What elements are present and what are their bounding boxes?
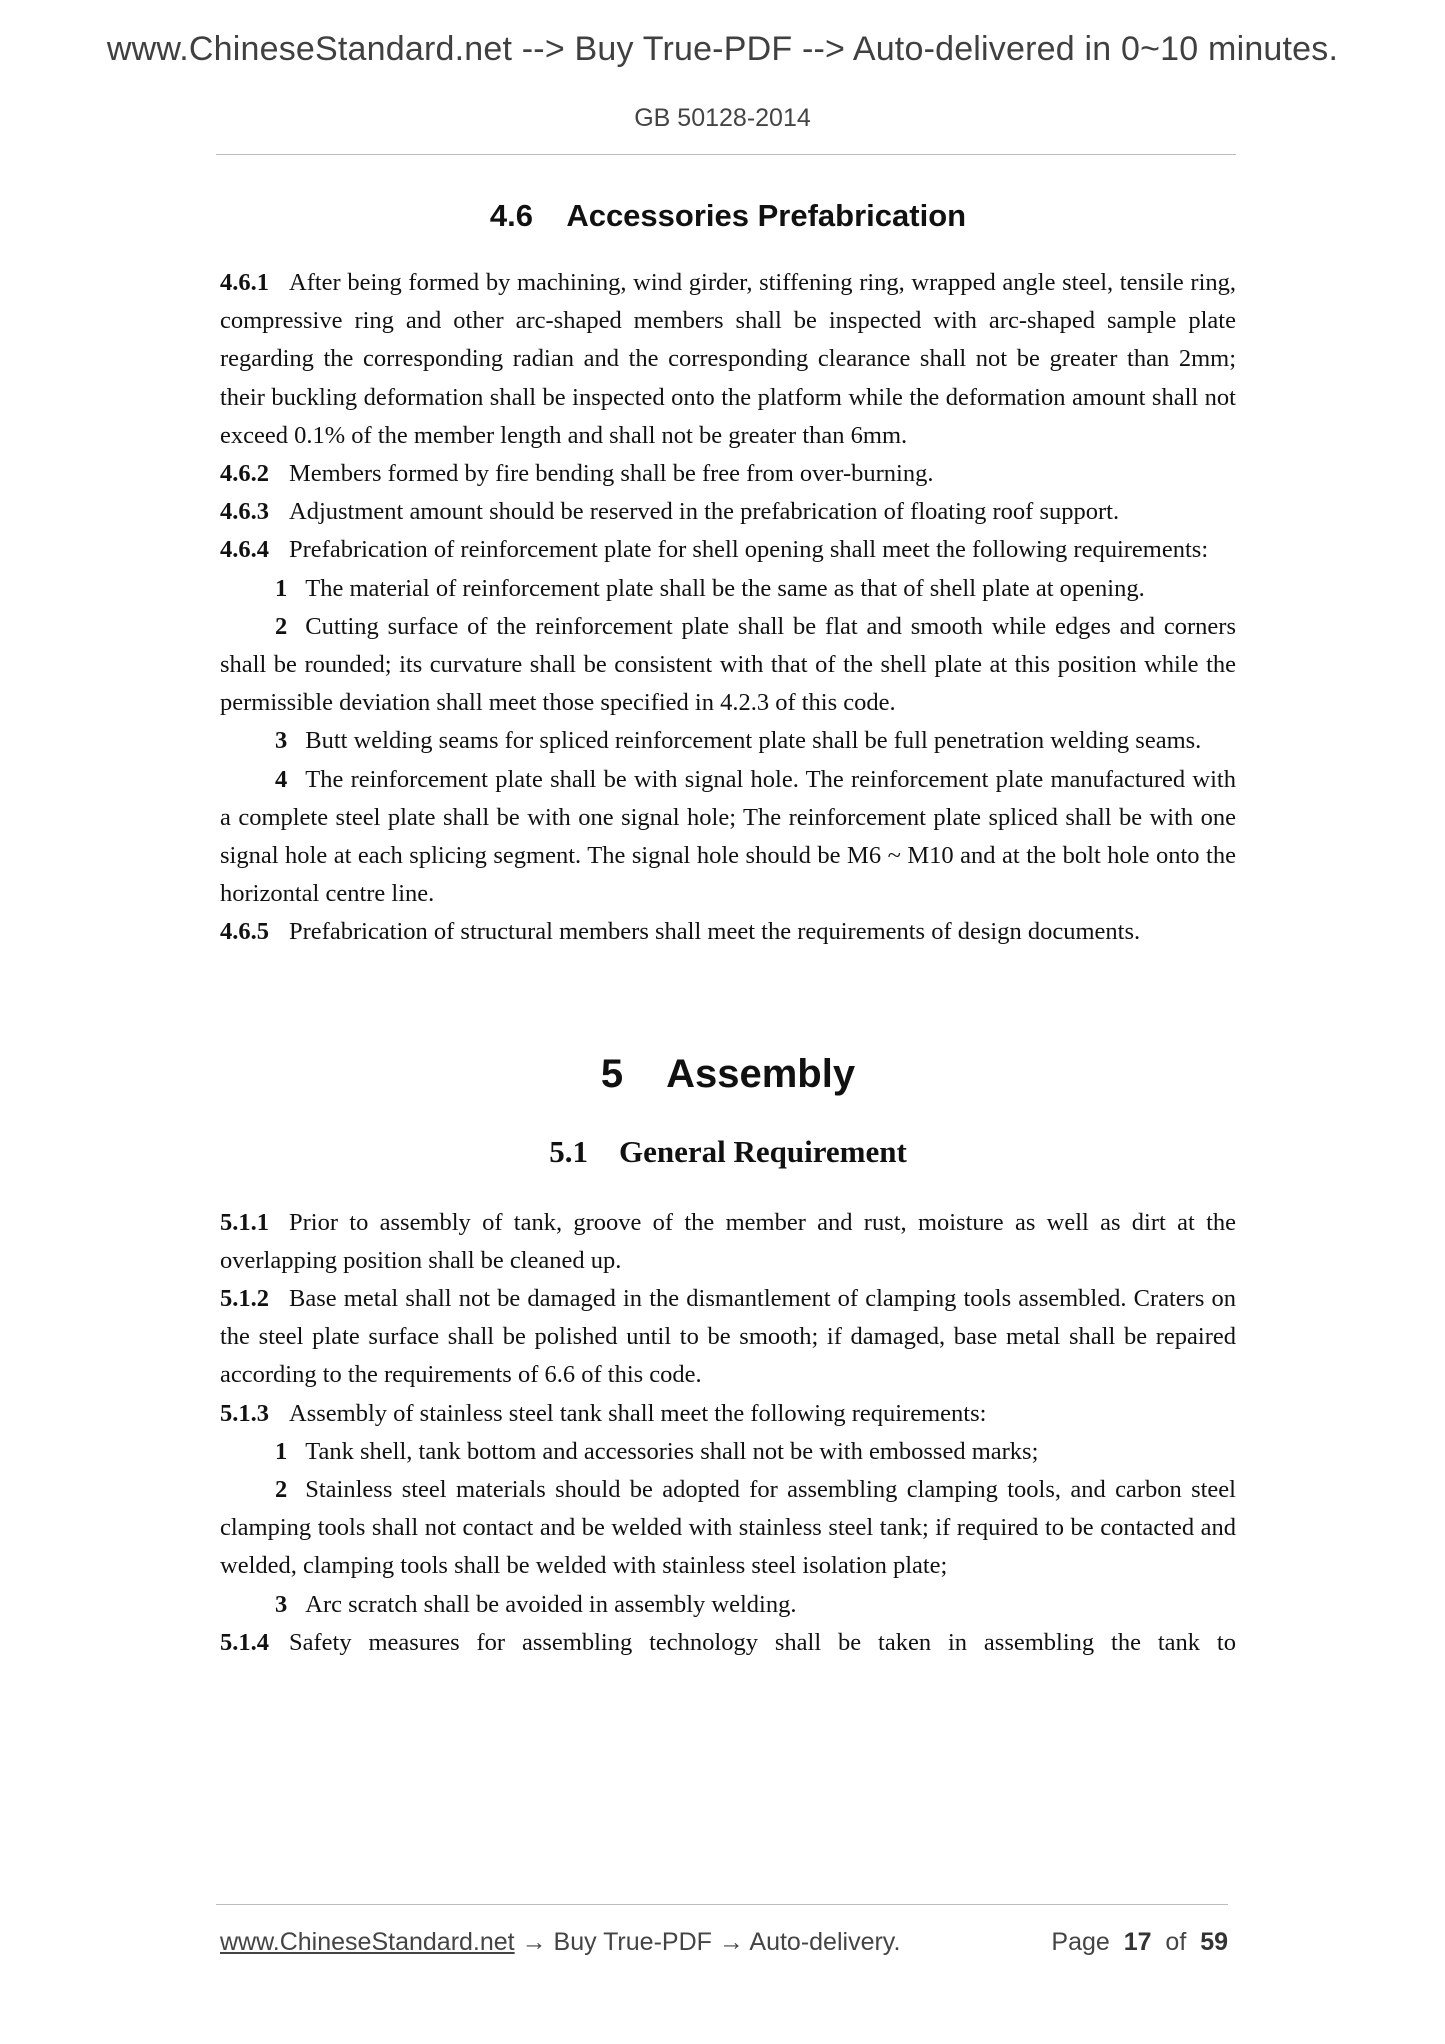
clause-text: Assembly of stainless steel tank shall meet the following requirements: [289,1399,987,1427]
item-text: The reinforcement plate shall be with signal hole. The reinforcement plate manufactured with a complete steel plate shall be with one signal hole; The reinforcement plate spliced shall be with one signal hole at each splicing segment. The signal hole should be M6 ~ M10 and at the bolt hole onto the horizontal centre line. [220,765,1236,908]
page-indicator [1051,1928,1228,1957]
clause-number: 5.1.1 [220,1208,269,1236]
list-item [220,761,1236,914]
section-heading-4-6: 4.6 Accessories Prefabrication [489,198,967,233]
total-pages: 59 [1200,1928,1228,1956]
section-heading-5-1: 5.1 General Requirement [549,1133,907,1169]
top-banner: www.ChineseStandard.net --> Buy True-PDF --> Auto-delivered in 0~10 minutes. [106,30,1339,68]
item-number: 3 [275,727,288,755]
clause-5-1-3 [220,1395,1236,1433]
item-text: Cutting surface of the reinforcement plate shall be flat and smooth while edges and corners shall be rounded; its curvature shall be consistent with that of the shell plate at this position while the permissible deviation shall meet those specified in 4.2.3 of this code. [220,612,1236,717]
header-divider [216,154,1236,155]
chapter-heading-5: 5 Assembly [600,1051,856,1096]
clause-number: 4.6.4 [220,536,269,564]
clause-5-1-1 [220,1204,1236,1280]
page-number: 17 [1123,1928,1152,1956]
item-number: 1 [275,574,288,602]
clause-4-6-2 [220,455,1236,493]
list-item [220,1586,1236,1624]
clause-text: Prefabrication of reinforcement plate for shell opening shall meet the following requirements: [289,536,1209,564]
clause-number: 4.6.3 [220,498,269,526]
item-number: 3 [275,1590,288,1618]
clause-5-1-2 [220,1280,1236,1395]
clause-number: 4.6.5 [220,918,269,946]
clause-4-6-5 [220,913,1236,951]
item-text: Stainless steel materials should be adopted for assembling clamping tools, and carbon steel clamping tools shall not contact and be welded with stainless steel tank; if required to be contacted and welded, clamping tools shall be welded with stainless steel isolation plate; [220,1476,1236,1580]
item-text: Tank shell, tank bottom and accessories shall not be with embossed marks; [305,1437,1039,1465]
list-item [220,570,1236,608]
list-item [220,1471,1236,1586]
clause-number: 5.1.3 [220,1399,269,1427]
list-item [220,1433,1236,1471]
item-number: 4 [275,765,288,793]
clause-text: Base metal shall not be damaged in the dismantlement of clamping tools assembled. Craters on the steel plate surface shall be polished until to be smooth; if damaged, base metal shall be repaired according to the requirements of 6.6 of this code. [220,1285,1236,1389]
footer-divider [216,1904,1228,1905]
website-link[interactable]: www.ChineseStandard.net [220,1928,515,1956]
clause-number: 5.1.2 [220,1285,269,1313]
clause-text: Prior to assembly of tank, groove of the member and rust, moisture as well as dirt at the overlapping position shall be cleaned up. [220,1208,1236,1274]
list-item [220,722,1236,760]
clause-number: 4.6.2 [220,460,269,488]
item-number: 2 [275,612,288,640]
item-text: Butt welding seams for spliced reinforcement plate shall be full penetration welding seams. [305,727,1202,755]
clause-text: Prefabrication of structural members shall meet the requirements of design documents. [289,918,1141,946]
clause-number: 5.1.4 [220,1628,269,1656]
clause-4-6-1 [220,264,1236,455]
clause-4-6-3 [220,493,1236,531]
item-text: The material of reinforcement plate shall be the same as that of shell plate at opening. [305,574,1145,602]
clause-number: 4.6.1 [220,269,269,296]
clause-text: Safety measures for assembling technology shall be taken in assembling the tank to [289,1628,1236,1656]
item-text: Arc scratch shall be avoided in assembly welding. [305,1590,797,1618]
of-word: of [1165,1928,1187,1956]
page-word: Page [1051,1928,1110,1956]
footer-promo [220,1928,900,1957]
clause-text: Adjustment amount should be reserved in the prefabrication of floating roof support. [289,498,1120,526]
footer-tagline: → Buy True-PDF → Auto-delivery. [514,1928,901,1956]
item-number: 1 [275,1437,288,1465]
clause-text: After being formed by machining, wind girder, stiffening ring, wrapped angle steel, tensile ring, compressive ring and other arc-shaped members shall be inspected with arc-shaped sample plate regarding the corresponding radian and the corresponding clearance shall not be greater than 2mm; their buckling deformation shall be inspected onto the platform while the deformation amount shall not exceed 0.1% of the member length and shall not be greater than 6mm. [220,269,1236,449]
list-item [220,608,1236,723]
clause-4-6-4 [220,531,1236,569]
item-number: 2 [275,1476,288,1504]
document-id: GB 50128-2014 [634,104,811,132]
page-body [220,194,1236,1662]
clause-text: Members formed by fire bending shall be free from over-burning. [289,460,934,488]
clause-5-1-4 [220,1624,1236,1662]
